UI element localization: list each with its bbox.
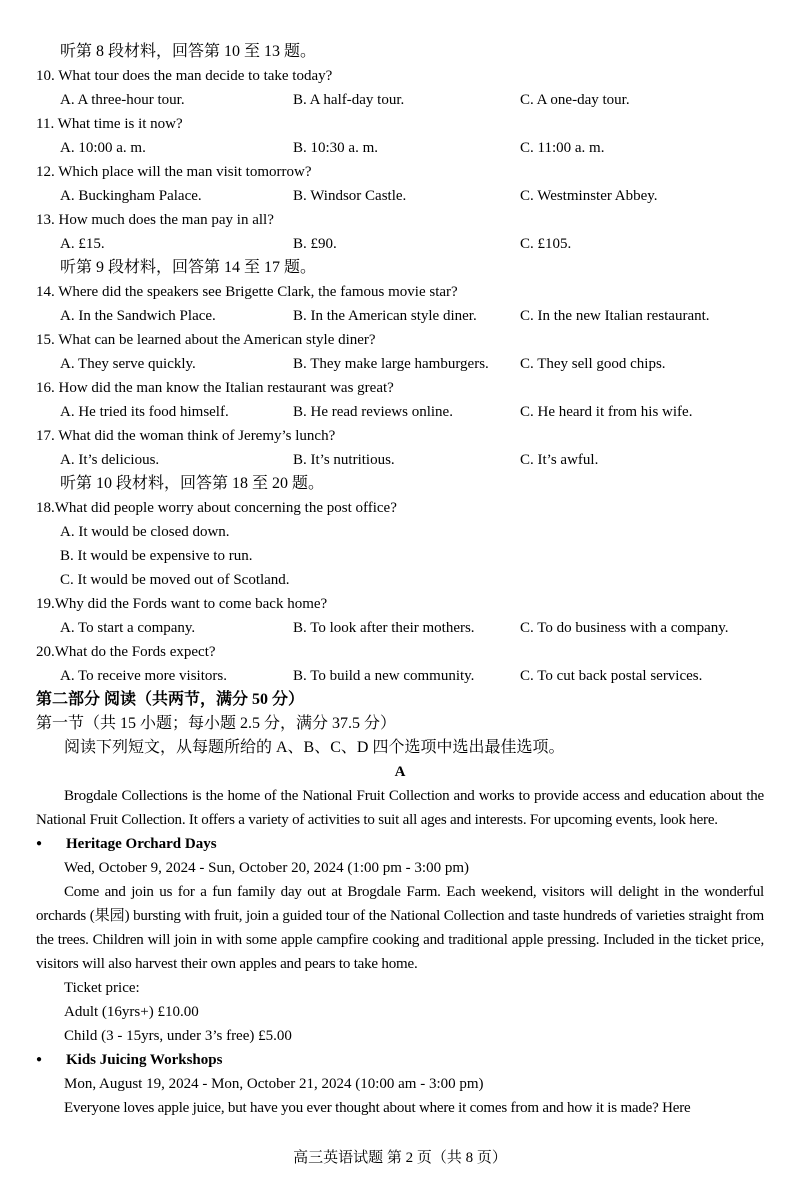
option-c: C. It’s awful. [520,452,599,468]
event-heading-row [36,1048,764,1072]
option-c: C. To do business with a company. [520,620,729,636]
option-a: A. Buckingham Palace. [60,188,202,204]
event-description: Everyone loves apple juice, but have you ever thought about where it comes from and how it is made? Here [64,1100,691,1116]
question-14-options [60,304,764,328]
question-12-options [60,184,764,208]
section1-header: 第一节（共 15 小题；每小题 2.5 分，满分 37.5 分） [36,715,397,732]
part2-header: 第二部分 阅读（共两节，满分 50 分） [36,691,305,708]
option-b: B. To look after their mothers. [293,620,475,636]
listening-section8-header: 听第 8 段材料，回答第 10 至 13 题。 [60,43,317,60]
question-12-text: 12. Which place will the man visit tomorrow? [36,164,312,180]
option-a: A. To receive more visitors. [60,668,227,684]
option-a: A. They serve quickly. [60,356,196,372]
option-b: B. Windsor Castle. [293,188,407,204]
option-b: B. To build a new community. [293,668,475,684]
option-c: C. Westminster Abbey. [520,188,658,204]
option-a: A. To start a company. [60,620,196,636]
option-b: B. He read reviews online. [293,404,453,420]
question-11-text: 11. What time is it now? [36,116,183,132]
question-18-option-c: C. It would be moved out of Scotland. [60,572,290,588]
question-18-text: 18.What did people worry about concerning the post office? [36,500,397,516]
option-b: B. It’s nutritious. [293,452,395,468]
option-c: C. To cut back postal services. [520,668,703,684]
question-13-text: 13. How much does the man pay in all? [36,212,274,228]
question-17-text: 17. What did the woman think of Jeremy’s lunch? [36,428,336,444]
ticket-price-label: Ticket price: [64,980,140,996]
passage-title: A [394,764,406,780]
question-17-options [60,448,764,472]
option-a: A. It’s delicious. [60,452,160,468]
question-15-options [60,352,764,376]
option-c: C. He heard it from his wife. [520,404,693,420]
page-footer: 高三英语试题 第 2 页（共 8 页） [293,1150,507,1166]
question-16-options [60,400,764,424]
bullet-icon: ● [36,1054,43,1065]
question-18-option-a: A. It would be closed down. [60,524,230,540]
event-title: Heritage Orchard Days [66,836,217,852]
question-10-options [60,88,764,112]
question-11-options [60,136,764,160]
event-title: Kids Juicing Workshops [66,1052,223,1068]
option-c: C. They sell good chips. [520,356,666,372]
option-a: A. A three-hour tour. [60,92,185,108]
question-19-text: 19.Why did the Fords want to come back home? [36,596,328,612]
passage-intro-paragraph: Brogdale Collections is the home of the National Fruit Collection and works to provide access and education about the National Fruit Collection. It offers a variety of activities to suit all ages and interests. For upcoming events, look here. [36,788,764,828]
option-b: B. £90. [293,236,337,252]
ticket-price-adult: Adult (16yrs+) £10.00 [64,1004,199,1020]
option-c: C. £105. [520,236,572,252]
event-description: Come and join us for a fun family day out at Brogdale Farm. Each weekend, visitors will delight in the wonderful orchards (果园) bursting with fruit, join a guided tour of the National Collection and taste hundreds of varieties straight from the trees. Children will join in with some apple campfire cooking and traditional apple pressing. Included in the ticket price, visitors will also harvest their own apples and pears to take home. [36,884,764,972]
event-dates: Wed, October 9, 2024 - Sun, October 20, 2024 (1:00 pm - 3:00 pm) [64,860,469,876]
question-20-text: 20.What do the Fords expect? [36,644,216,660]
option-c: C. A one-day tour. [520,92,630,108]
question-15-text: 15. What can be learned about the American style diner? [36,332,376,348]
option-b: B. A half-day tour. [293,92,405,108]
question-19-options [60,616,764,640]
option-a: A. £15. [60,236,105,252]
ticket-price-child: Child (3 - 15yrs, under 3’s free) £5.00 [64,1028,292,1044]
listening-section10-header: 听第 10 段材料，回答第 18 至 20 题。 [60,475,325,492]
option-b: B. 10:30 a. m. [293,140,378,156]
option-c: C. 11:00 a. m. [520,140,605,156]
question-16-text: 16. How did the man know the Italian restaurant was great? [36,380,394,396]
event-heading-row [36,832,764,856]
question-13-options [60,232,764,256]
question-14-text: 14. Where did the speakers see Brigette Clark, the famous movie star? [36,284,458,300]
question-10-text: 10. What tour does the man decide to take today? [36,68,333,84]
option-a: A. 10:00 a. m. [60,140,146,156]
option-a: A. In the Sandwich Place. [60,308,216,324]
question-20-options [60,664,764,688]
option-c: C. In the new Italian restaurant. [520,308,710,324]
bullet-icon: ● [36,838,43,849]
option-b: B. In the American style diner. [293,308,477,324]
listening-section9-header: 听第 9 段材料，回答第 14 至 17 题。 [60,259,317,276]
event-dates: Mon, August 19, 2024 - Mon, October 21, 2024 (10:00 am - 3:00 pm) [64,1076,484,1092]
question-18-option-b: B. It would be expensive to run. [60,548,253,564]
reading-instructions: 阅读下列短文，从每题所给的 A、B、C、D 四个选项中选出最佳选项。 [64,739,565,756]
option-b: B. They make large hamburgers. [293,356,489,372]
option-a: A. He tried its food himself. [60,404,229,420]
